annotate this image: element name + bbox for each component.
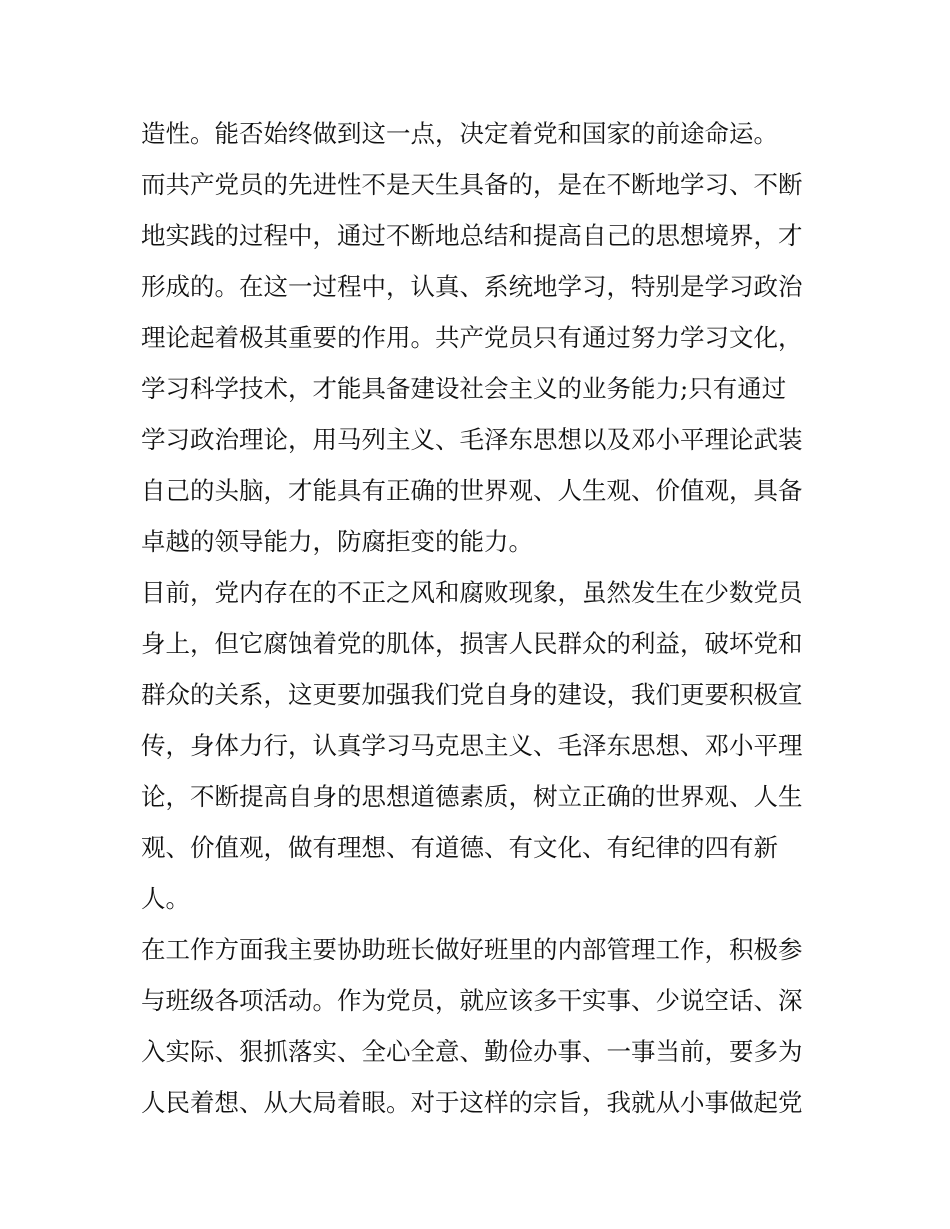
text-line: 论，不断提高自身的思想道德素质，树立正确的世界观、人生 — [141, 782, 803, 811]
text-line: 身上，但它腐蚀着党的肌体，损害人民群众的利益，破坏党和 — [141, 629, 803, 658]
text-line: 人。 — [141, 884, 190, 913]
text-line: 群众的关系，这更要加强我们党自身的建设，我们更要积极宣 — [141, 680, 803, 709]
text-line: 学习科学技术，才能具备建设社会主义的业务能力;只有通过 — [141, 374, 787, 403]
text-line: 理论起着极其重要的作用。共产党员只有通过努力学习文化， — [141, 323, 803, 352]
text-line: 形成的。在这一过程中，认真、系统地学习，特别是学习政治 — [141, 272, 803, 301]
text-line: 入实际、狠抓落实、全心全意、勤俭办事、一事当前，要多为 — [141, 1037, 803, 1066]
document-body — [141, 108, 821, 1128]
text-line: 而共产党员的先进性不是天生具备的，是在不断地学习、不断 — [141, 170, 803, 199]
text-line: 目前，党内存在的不正之风和腐败现象，虽然发生在少数党员 — [141, 578, 803, 607]
text-line: 观、价值观，做有理想、有道德、有文化、有纪律的四有新 — [141, 833, 778, 862]
text-line: 造性。能否始终做到这一点，决定着党和国家的前途命运。 — [141, 119, 778, 148]
text-line: 自己的头脑，才能具有正确的世界观、人生观、价值观，具备 — [141, 476, 803, 505]
text-line: 学习政治理论，用马列主义、毛泽东思想以及邓小平理论武装 — [141, 425, 803, 454]
text-line: 地实践的过程中，通过不断地总结和提高自己的思想境界，才 — [141, 221, 803, 250]
text-line: 传，身体力行，认真学习马克思主义、毛泽东思想、邓小平理 — [141, 731, 803, 760]
text-line: 卓越的领导能力，防腐拒变的能力。 — [141, 527, 533, 556]
text-line: 人民着想、从大局着眼。对于这样的宗旨，我就从小事做起党 — [141, 1088, 803, 1117]
text-line: 与班级各项活动。作为党员，就应该多干实事、少说空话、深 — [141, 986, 803, 1015]
text-line: 在工作方面我主要协助班长做好班里的内部管理工作，积极参 — [141, 935, 803, 964]
